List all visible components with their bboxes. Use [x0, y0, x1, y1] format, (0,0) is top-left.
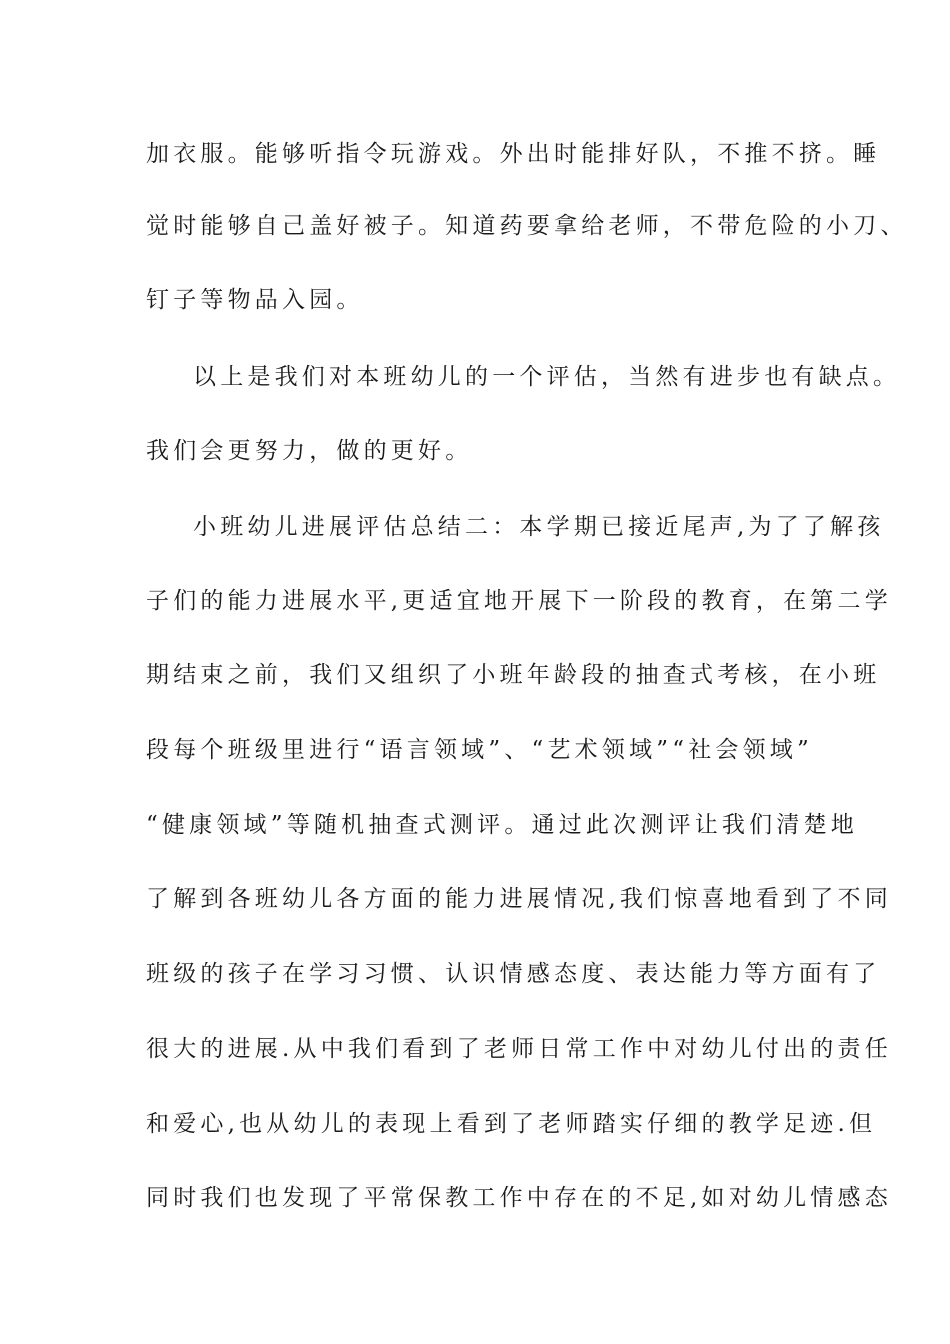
text-line: 班级的孩子在学习习惯、认识情感态度、表达能力等方面有了: [146, 961, 881, 987]
text-line: 很大的进展.从中我们看到了老师日常工作中对幼儿付出的责任: [146, 1036, 892, 1062]
text-line: 钉子等物品入园。: [146, 287, 364, 313]
text-line: 期结束之前，我们又组织了小班年龄段的抽查式考核，在小班: [146, 662, 881, 688]
text-line: 我们会更努力，做的更好。: [146, 438, 473, 464]
text-line: 觉时能够自己盖好被子。知道药要拿给老师，不带危险的小刀、: [146, 213, 908, 239]
paragraph-start-line: 以上是我们对本班幼儿的一个评估，当然有进步也有缺点。: [193, 364, 901, 390]
text-line: 加衣服。能够听指令玩游戏。外出时能排好队，不推不挤。睡: [146, 141, 881, 167]
text-line: 子们的能力进展水平,更适宜地开展下一阶段的教育，在第二学: [146, 588, 892, 614]
paragraph-start-line: 小班幼儿进展评估总结二：本学期已接近尾声,为了了解孩: [193, 514, 885, 540]
text-line: 段每个班级里进行“语言领域”、“艺术领域”“社会领域”: [146, 737, 813, 763]
text-line: 了解到各班幼儿各方面的能力进展情况,我们惊喜地看到了不同: [146, 886, 892, 912]
text-line: 和爱心,也从幼儿的表现上看到了老师踏实仔细的教学足迹.但: [146, 1111, 877, 1137]
text-line: “健康领域”等随机抽查式测评。通过此次测评让我们清楚地: [146, 812, 858, 838]
text-line: 同时我们也发现了平常保教工作中存在的不足,如对幼儿情感态: [146, 1185, 892, 1211]
